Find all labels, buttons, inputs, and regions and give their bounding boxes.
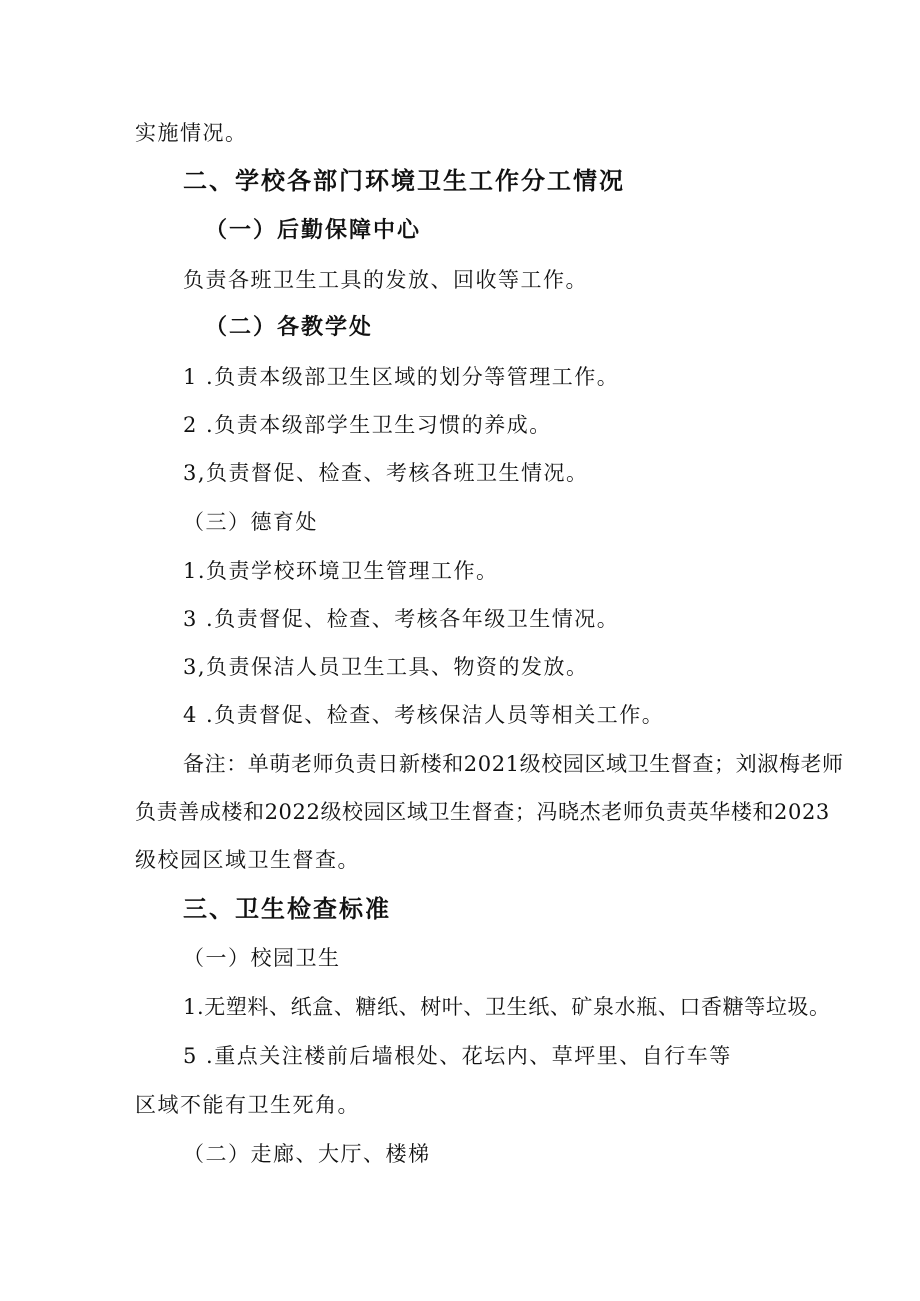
subheading-campus-hygiene: （一）校园卫生	[183, 946, 341, 970]
list-item-campus-1: 1.无塑料、纸盒、糖纸、树叶、卫生纸、矿泉水瓶、口香糖等垃圾。	[183, 995, 831, 1019]
subheading-corridors-halls-stairs: （二）走廊、大厅、楼梯	[183, 1142, 431, 1166]
list-item-moral-1: 1.负责学校环境卫生管理工作。	[183, 559, 499, 583]
paragraph-continuation: 实施情况。	[135, 121, 248, 145]
list-item-campus-2: 5 .重点关注楼前后墙根处、花坛内、草坪里、自行车等	[183, 1044, 732, 1068]
subheading-logistics-center: （一）后勤保障中心	[205, 218, 422, 243]
subheading-moral-education: （三）德育处	[183, 510, 318, 534]
list-item-campus-2-continuation: 区域不能有卫生死角。	[135, 1093, 360, 1117]
list-item-moral-2: 3 .负责督促、检查、考核各年级卫生情况。	[183, 607, 620, 631]
subheading-teaching-offices: （二）各教学处	[205, 315, 374, 340]
list-item-moral-4: 4 .负责督促、检查、考核保洁人员等相关工作。	[183, 703, 665, 727]
section-heading-2: 二、学校各部门环境卫生工作分工情况	[183, 167, 625, 195]
section-heading-3: 三、卫生检查标准	[183, 895, 391, 923]
list-item-teaching-2: 2 .负责本级部学生卫生习惯的养成。	[183, 413, 552, 437]
list-item-teaching-1: 1 .负责本级部卫生区域的划分等管理工作。	[183, 365, 620, 389]
list-item-moral-3: 3,负责保洁人员卫生工具、物资的发放。	[183, 655, 589, 679]
list-item-teaching-3: 3,负责督促、检查、考核各班卫生情况。	[183, 461, 589, 485]
remark-line-1: 备注：单萌老师负责日新楼和2021级校园区域卫生督查；刘淑梅老师	[183, 752, 844, 776]
remark-line-3: 级校园区域卫生督查。	[135, 848, 360, 872]
paragraph-logistics-duty: 负责各班卫生工具的发放、回收等工作。	[183, 268, 588, 292]
remark-line-2: 负责善成楼和2022级校园区域卫生督查；冯晓杰老师负责英华楼和2023	[135, 800, 830, 824]
